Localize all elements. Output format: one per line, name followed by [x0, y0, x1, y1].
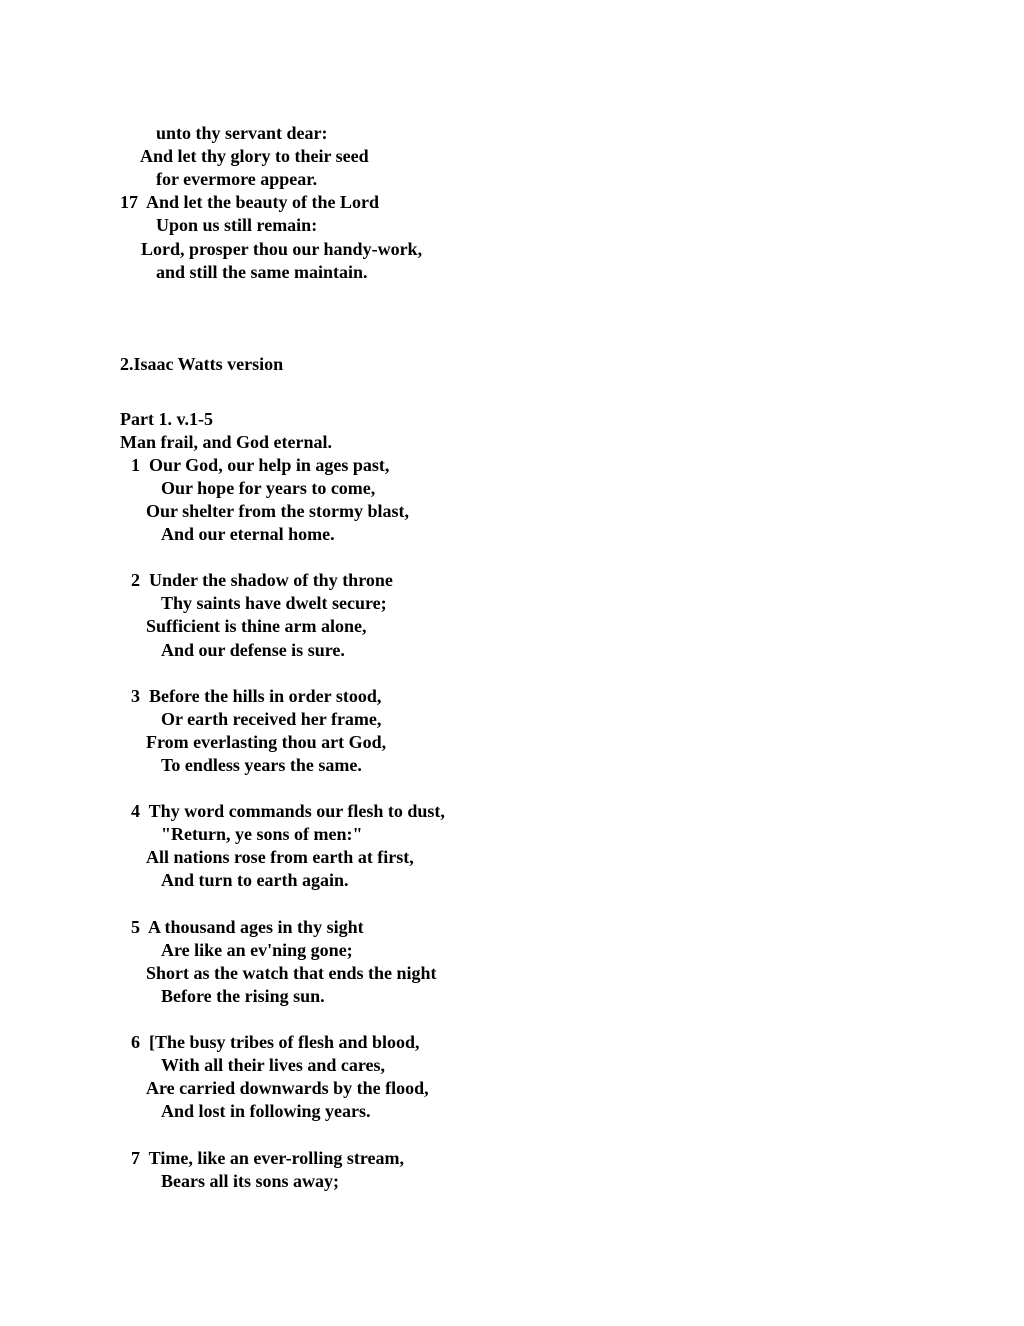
- verse-line: And our defense is sure.: [161, 640, 345, 660]
- verse-line: and still the same maintain.: [156, 262, 368, 282]
- verse-line: Bears all its sons away;: [161, 1171, 340, 1191]
- verse-line: From everlasting thou art God,: [146, 732, 387, 752]
- part-subtitle: Man frail, and God eternal.: [120, 432, 332, 452]
- verse-line: 6 [The busy tribes of flesh and blood,: [131, 1032, 420, 1052]
- verse-line: Thy saints have dwelt secure;: [161, 593, 387, 613]
- verse-line: unto thy servant dear:: [156, 123, 328, 143]
- part-heading: Part 1. v.1-5: [120, 409, 213, 429]
- verse-line: Before the rising sun.: [161, 986, 325, 1006]
- verse-line: And let thy glory to their seed: [140, 146, 369, 166]
- verse-line: Our shelter from the stormy blast,: [146, 501, 409, 521]
- verse-line: Upon us still remain:: [156, 215, 318, 235]
- verse-line: Are carried downwards by the flood,: [146, 1078, 429, 1098]
- verse-line: With all their lives and cares,: [161, 1055, 386, 1075]
- verse-line: All nations rose from earth at first,: [146, 847, 414, 867]
- verse-line: 1 Our God, our help in ages past,: [131, 455, 390, 475]
- verse-line: "Return, ye sons of men:": [161, 824, 363, 844]
- verse-line: Are like an ev'ning gone;: [161, 940, 353, 960]
- verse-line: 5 A thousand ages in thy sight: [131, 917, 364, 937]
- verse-line: 4 Thy word commands our flesh to dust,: [131, 801, 445, 821]
- verse-line: To endless years the same.: [161, 755, 362, 775]
- verse-line: Or earth received her frame,: [161, 709, 382, 729]
- verse-line: Lord, prosper thou our handy-work,: [141, 239, 423, 259]
- verse-line: 17 And let the beauty of the Lord: [120, 192, 380, 212]
- verse-line: Sufficient is thine arm alone,: [146, 616, 367, 636]
- verse-line: 7 Time, like an ever-rolling stream,: [131, 1148, 404, 1168]
- verse-line: Short as the watch that ends the night: [146, 963, 437, 983]
- verse-line: for evermore appear.: [156, 169, 318, 189]
- verse-line: And turn to earth again.: [161, 870, 349, 890]
- verse-line: Our hope for years to come,: [161, 478, 376, 498]
- section-heading: 2.Isaac Watts version: [120, 354, 284, 374]
- verse-line: 3 Before the hills in order stood,: [131, 686, 382, 706]
- verse-line: And our eternal home.: [161, 524, 335, 544]
- verse-line: And lost in following years.: [161, 1101, 371, 1121]
- verse-line: 2 Under the shadow of thy throne: [131, 570, 393, 590]
